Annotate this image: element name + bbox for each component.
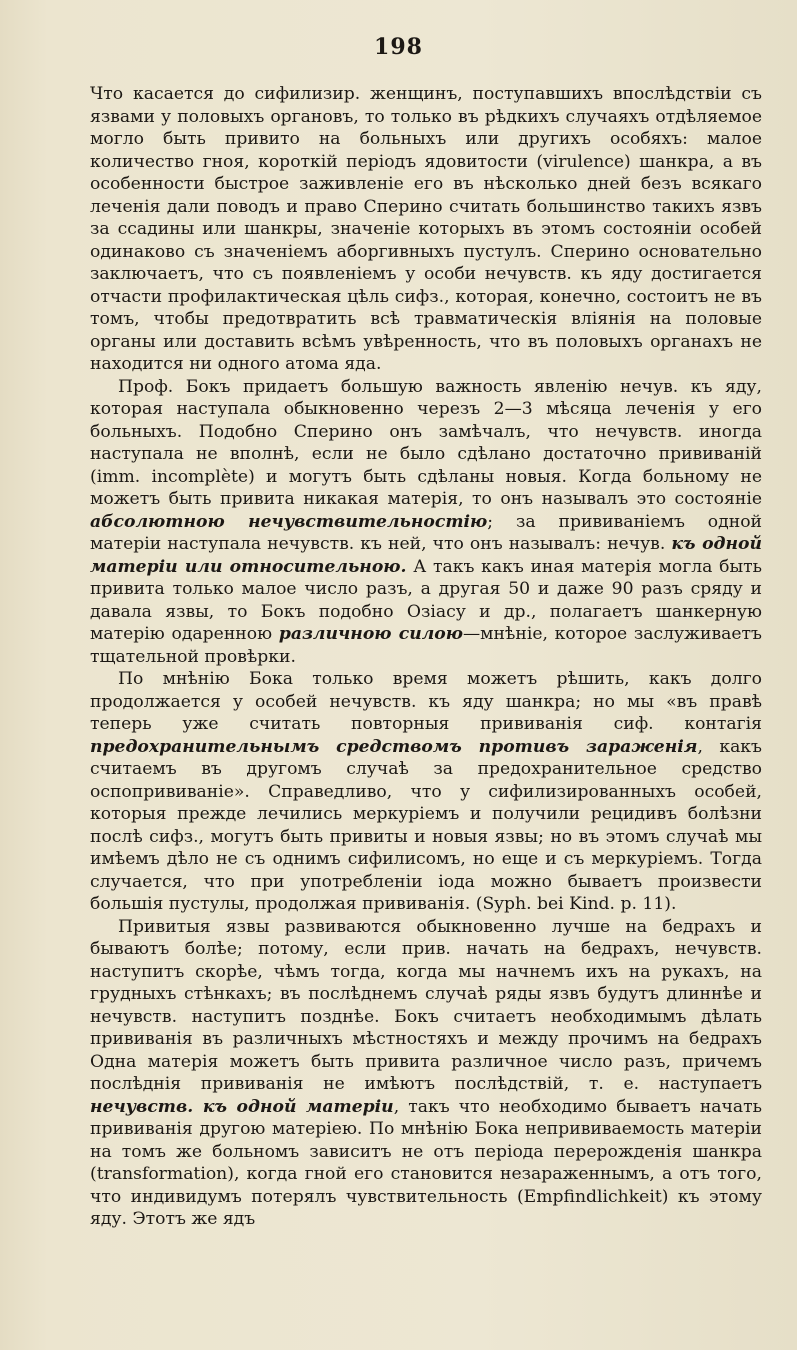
emphasis-text: къ одной матеріи или относительною.: [90, 534, 762, 577]
paragraph: [90, 376, 762, 669]
text-run: Проф. Бокъ придаетъ большую важность явленію нечув. къ яду, которая наступала обыкновенно черезъ 2—3 мѣсяца леченія у его больныхъ. Подобно Сперино онъ замѣчалъ, что нечувств. иногда наступала не вполнѣ, если не было сдѣлано достаточно прививаній (imm. incomplète) и могутъ быть сдѣланы новыя. Когда больному не можетъ быть привита никакая матерія, то онъ называлъ это состояніе: [90, 376, 762, 509]
emphasis-text: нечувств. къ одной матеріи: [90, 1096, 394, 1117]
text-run: Привитыя язвы развиваются обыкновенно лучше на бедрахъ и бываютъ болѣе; потому, если прив. начать на бедрахъ, нечувств. наступитъ скорѣе, чѣмъ тогда, когда мы начнемъ ихъ на рукахъ, на грудныхъ стѣнкахъ; въ послѣднемъ случаѣ ряды язвъ будутъ длиннѣе и нечувств. наступитъ позднѣе. Бокъ считаетъ необходимымъ дѣлать прививанія въ различныхъ мѣстностяхъ и между прочимъ на бедрахъ Одна матерія можетъ быть привита различное число разъ, причемъ послѣднія прививанія не имѣютъ послѣдствій, т. е. наступаетъ: [90, 916, 762, 1094]
text-run: Что касается до сифилизир. женщинъ, поступавшихъ впослѣдствіи съ язвами у половыхъ органовъ, то только въ рѣдкихъ случаяхъ отдѣляемое могло быть привито на больныхъ или другихъ особяхъ: малое количество гноя, короткій періодъ ядовитости (virulence) шанкра, а въ особенности быстрое заживленіе его въ нѣсколько дней безъ всякаго леченія дали поводъ и право Сперино считать большинство такихъ язвъ за ссадины или шанкры, значеніе которыхъ въ этомъ состояніи особей одинаково съ значеніемъ аборгивныхъ пустулъ. Сперино основательно заключаетъ, что съ появленіемъ у особи нечувств. къ яду достигается отчасти профилактическая цѣль сифз., которая, конечно, состоитъ не въ томъ, чтобы предотвратить всѣ травматическія вліянія на половые органы или доставить всѣмъ увѣренность, что въ половыхъ органахъ не находится ни одного атома яда.: [90, 84, 762, 374]
emphasis-text: различною силою: [278, 624, 463, 644]
paragraph: [90, 668, 762, 916]
text-run: По мнѣнію Бока только время можетъ рѣшить, какъ долго продолжается у особей нечувств. къ яду шанкра; но мы «въ правѣ теперь уже считать повторныя прививанія сиф. контагія: [90, 669, 762, 734]
paragraph: [90, 83, 762, 376]
text-run: А такъ какъ иная матерія могла быть привита только малое число разъ, а другая 50 и даже 90 разъ сряду и давала язвы, то Бокъ подобно Озіасу и др., полагаетъ шанкерную матерію одаренною: [90, 556, 762, 644]
body-text: [90, 83, 762, 1231]
text-run: , какъ считаемъ въ другомъ случаѣ за предохранительное средство оспопрививаніе». Справедливо, что у сифилизированныхъ особей, которыя прежде лечились меркуріемъ и получили рецидивъ болѣзни послѣ сифз., могутъ быть привиты и новыя язвы; но въ этомъ случаѣ мы имѣемъ дѣло не съ однимъ сифилисомъ, но еще и съ меркуріемъ. Тогда случается, что при употребленіи іода можно бываетъ произвести большія пустулы, продолжая прививанія. (Syph. bei Kind. p. 11).: [90, 736, 762, 914]
paragraph: [90, 916, 762, 1231]
text-run: , такъ что необходимо бываетъ начать прививанія другою матеріею. По мнѣнію Бока непрививаемость матеріи на томъ же больномъ зависитъ не отъ періода перерожденія шанкра (transformation), когда гной его становится незараженнымъ, а отъ того, что индивидумъ потерялъ чувствительность (Empfindlichkeit) къ этому яду. Этотъ же ядъ: [90, 1096, 763, 1229]
emphasis-text: предохранительнымъ средствомъ противъ зараженія: [90, 736, 698, 757]
page-number: 198: [374, 34, 423, 60]
text-run: —мнѣніе, которое заслуживаетъ тщательной провѣрки.: [90, 624, 762, 667]
emphasis-text: абсолютною нечувствительностію: [90, 511, 488, 532]
text-run: ; за прививаніемъ одной матеріи наступала нечувств. къ ней, что онъ называлъ: нечув.: [90, 511, 762, 554]
